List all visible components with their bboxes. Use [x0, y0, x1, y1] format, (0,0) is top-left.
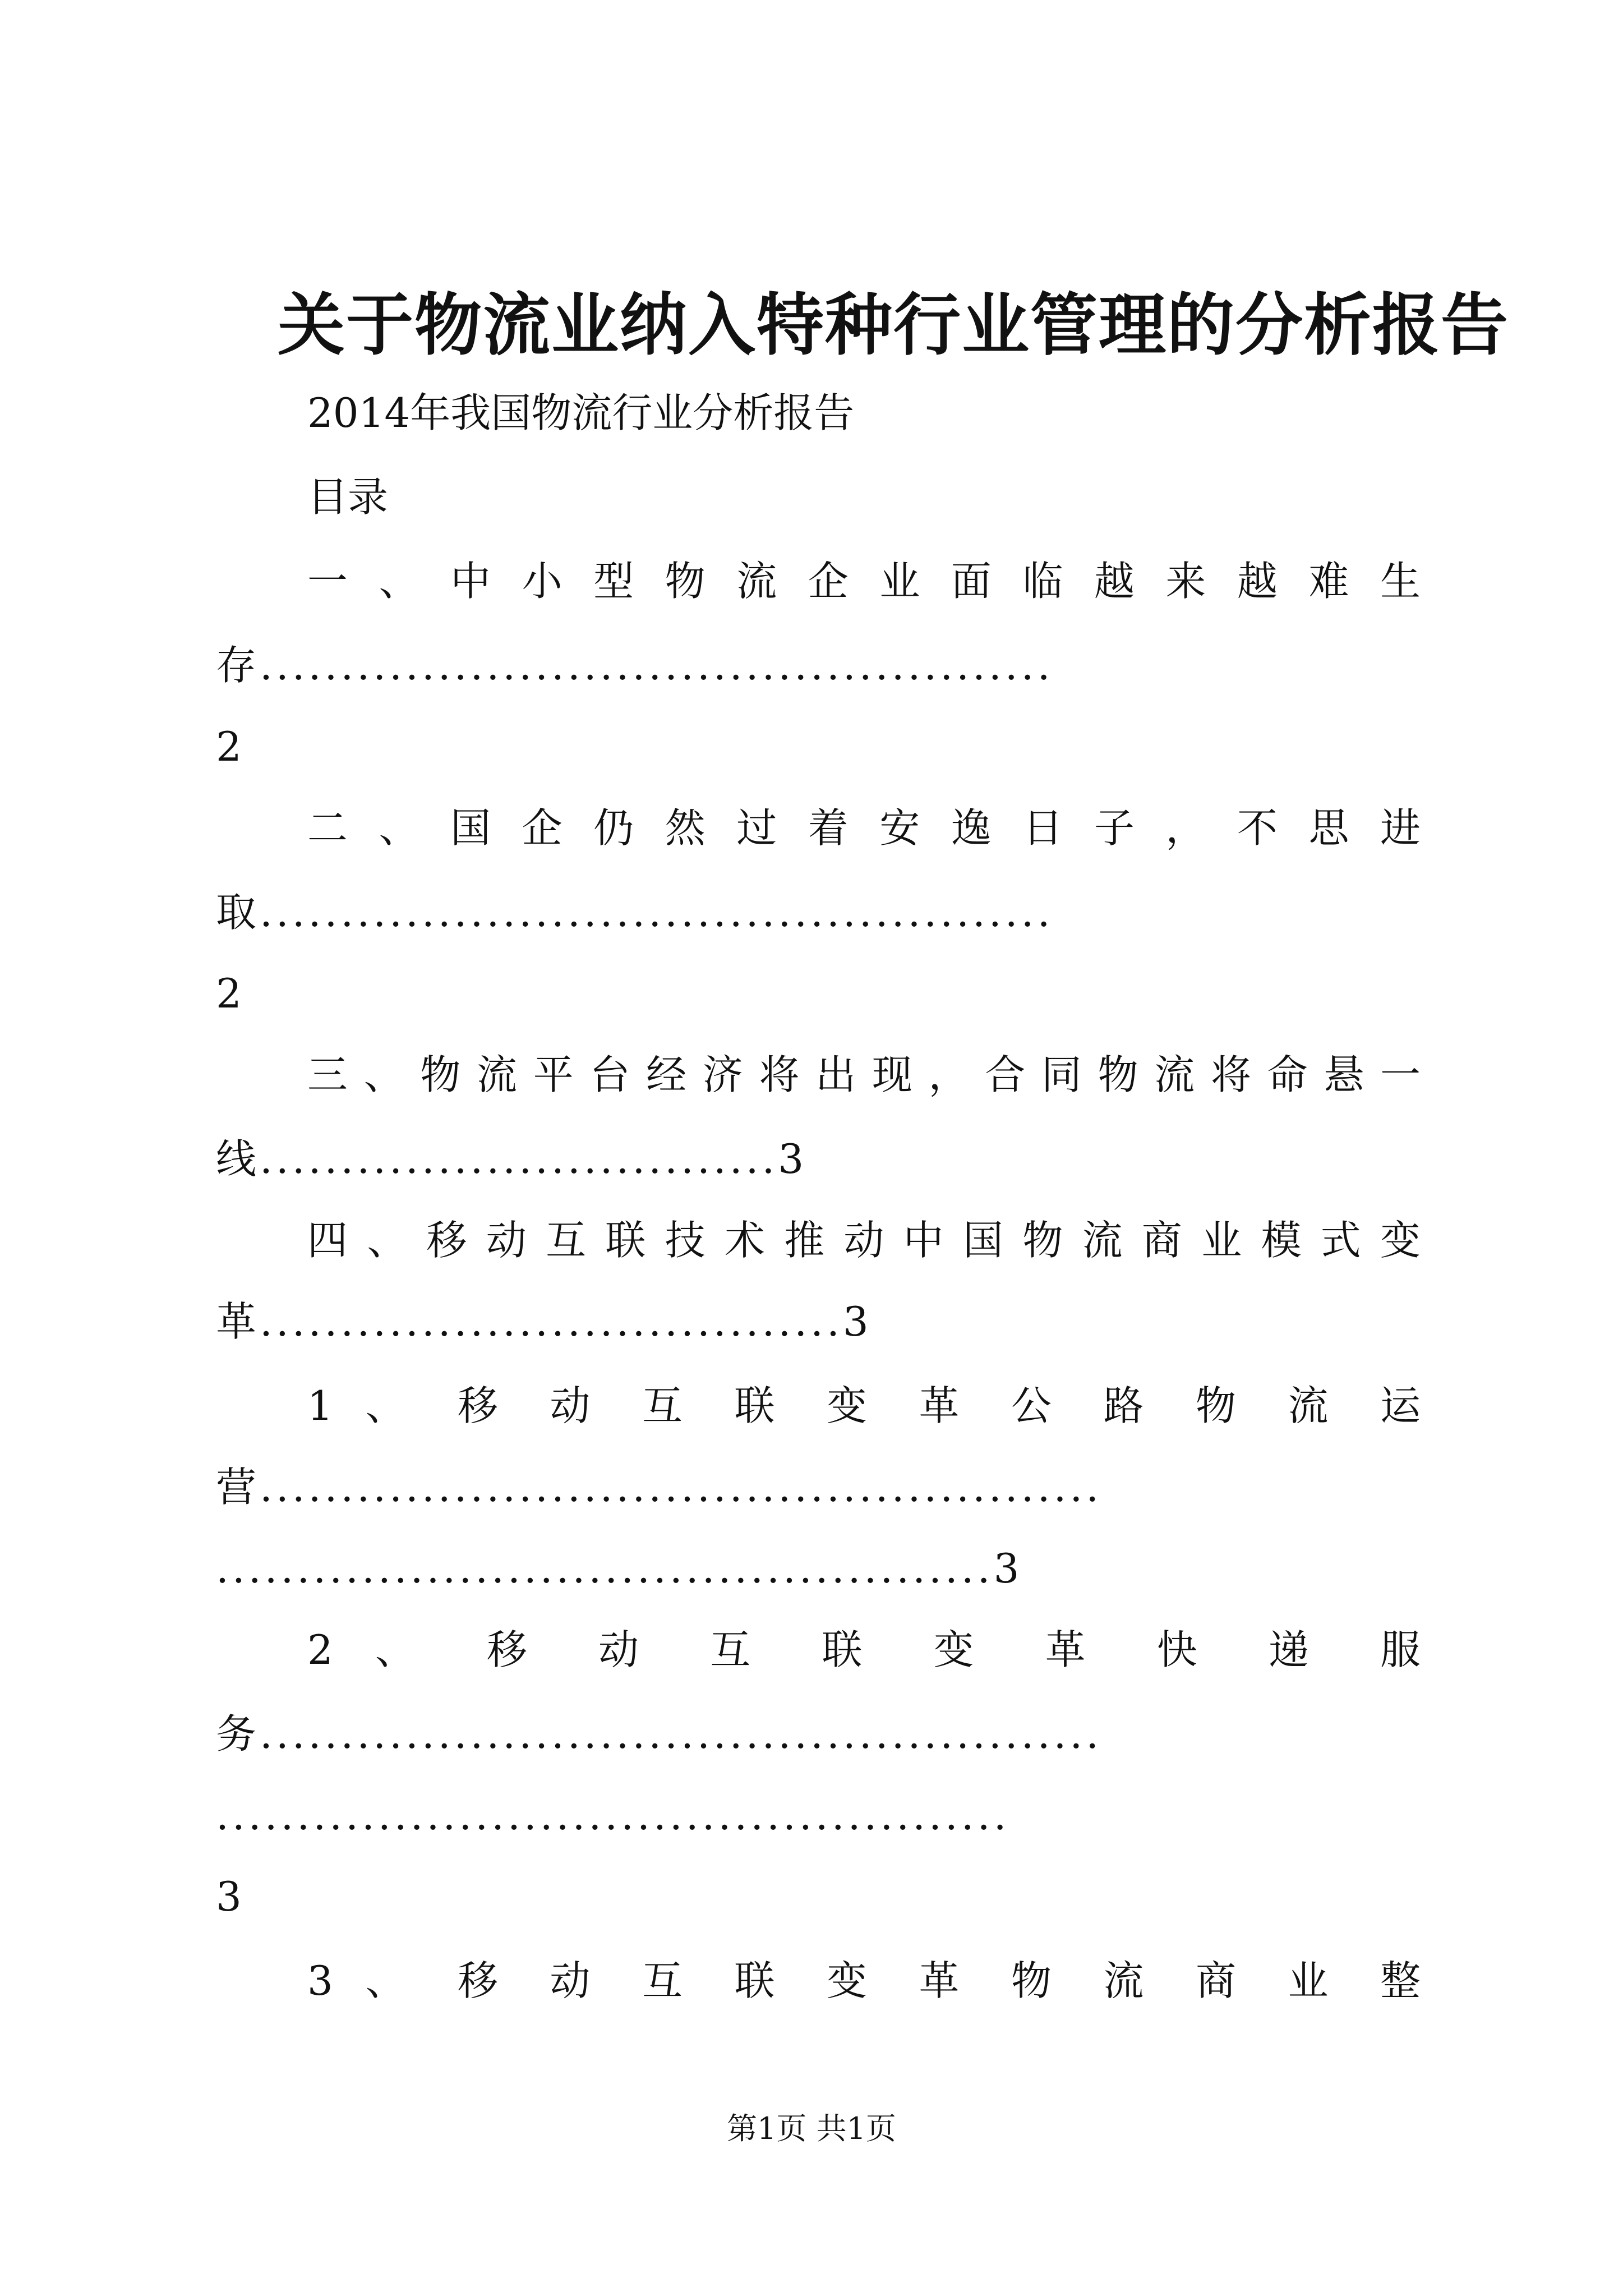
toc-heading: 目录	[307, 473, 389, 521]
toc-item-2-page: 2	[216, 970, 242, 1017]
toc-item-4-line-1: 四​ 、​ 移​ 动​ 互​ 联​ 技​ 术​ 推​ 动​ 中​ 国​ 物​ 流​ 商​ 业​ 模​ 式​ 变	[307, 1217, 1421, 1264]
toc-item-5-line-2: 营....................................................	[216, 1464, 1103, 1511]
report-subtitle: 2014年我国物流行业分析报告	[307, 389, 855, 436]
toc-item-1-line-2: 存.................................................	[216, 642, 1054, 689]
document-title: 关于物流业纳入特种行业管理的分析报告	[278, 286, 1509, 365]
toc-item-6-line-2: 务....................................................	[216, 1710, 1103, 1757]
toc-item-2-line-1: 二​ 、​ 国​ 企​ 仍​ 然​ 过​ 着​ 安​ 逸​ 日​ 子​ ，​ 不​ 思​ 进	[307, 804, 1421, 852]
toc-item-3-line-2: 线................................3	[216, 1135, 808, 1182]
toc-item-3-line-1: 三​ 、​ 物​ 流​ 平​ 台​ 经​ 济​ 将​ 出​ 现​ ，​ 合​ 同​ 物​ 流​ 将​ 命​ 悬​ 一	[307, 1051, 1421, 1098]
toc-item-5-line-3: ................................................3	[216, 1545, 1023, 1592]
toc-item-1-line-1: 一​ 、​ 中​ 小​ 型​ 物​ 流​ 企​ 业​ 面​ 临​ 越​ 来​ 越​ 难​ 生	[307, 558, 1421, 605]
toc-item-6-line-3: .................................................	[216, 1792, 1010, 1839]
toc-item-1-page: 2	[216, 723, 242, 770]
toc-item-7-line-1: 3​ 、​ 移​ 动​ 互​ 联​ 变​ 革​ 物​ 流​ 商​ 业​ 整	[307, 1957, 1421, 2004]
toc-item-6-line-1: 2​ 、​ 移​ 动​ 互​ 联​ 变​ 革​ 快​ 递​ 服	[307, 1626, 1421, 1673]
toc-item-5-line-1: 1​ 、​ 移​ 动​ 互​ 联​ 变​ 革​ 公​ 路​ 物​ 流​ 运	[307, 1382, 1421, 1429]
toc-item-4-line-2: 革....................................3	[216, 1298, 872, 1345]
page-footer: 第1页 共1页	[727, 2111, 896, 2146]
toc-item-6-page: 3	[216, 1873, 242, 1920]
toc-item-2-line-2: 取.................................................	[216, 889, 1054, 936]
